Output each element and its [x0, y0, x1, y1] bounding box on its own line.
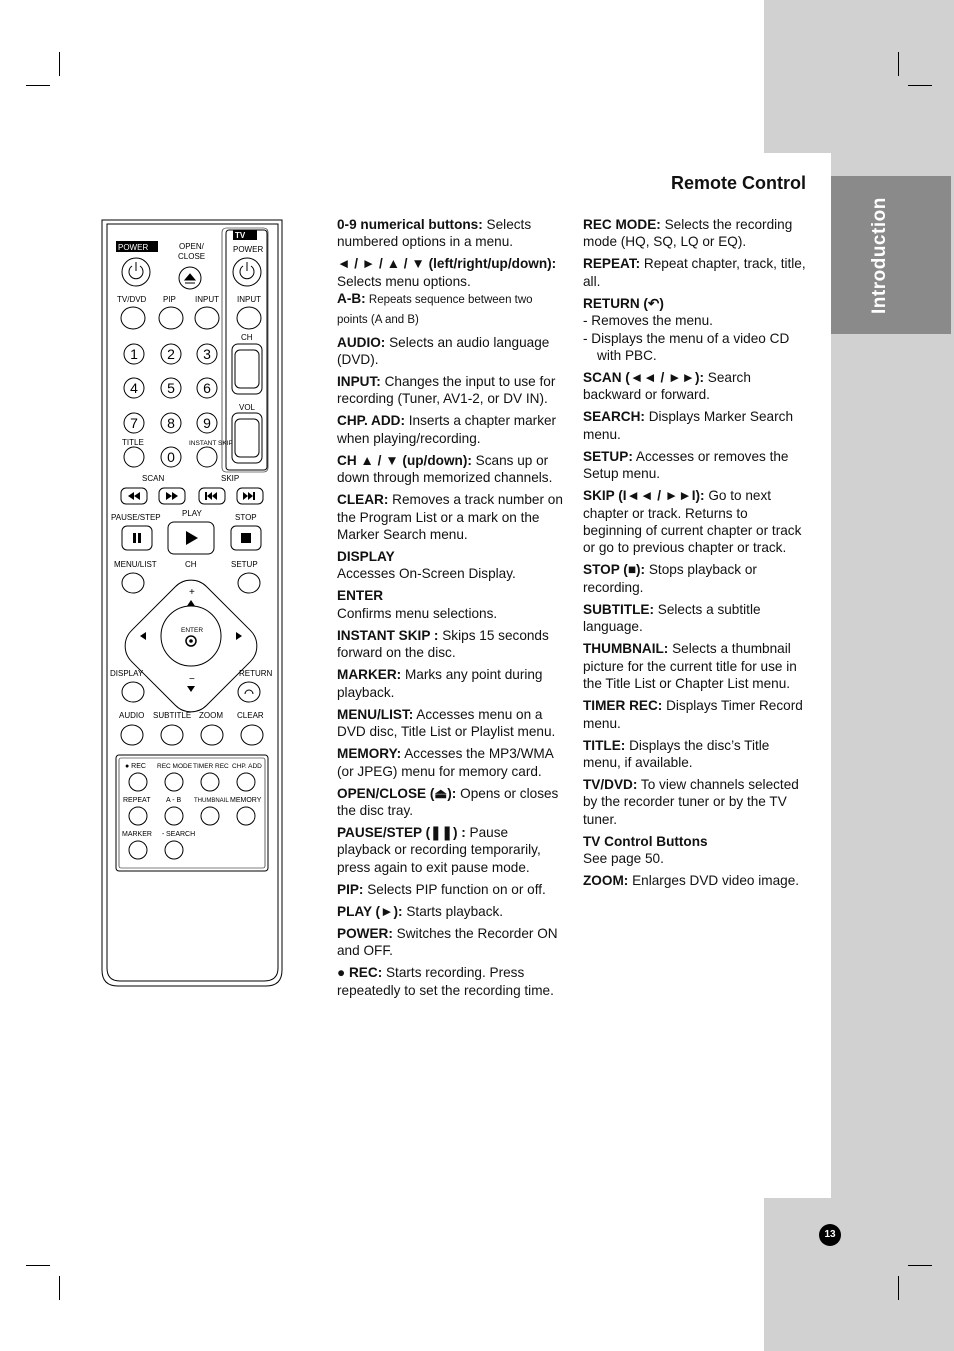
desc-item: RETURN (↶) - Removes the menu. - Displays the menu of a video CD with PBC. [583, 295, 790, 364]
crop-mark [26, 1265, 50, 1266]
digit-6: 6 [203, 380, 211, 396]
remote-label-rec: ● REC [125, 763, 146, 770]
section-tab-text: Introduction [869, 197, 890, 315]
crop-mark [898, 52, 899, 76]
remote-control-illustration [96, 216, 290, 992]
digit-0: 0 [167, 449, 175, 465]
digit-4: 4 [130, 380, 138, 396]
crop-mark [59, 1276, 60, 1300]
remote-label-nav-ch: CH [185, 560, 197, 569]
remote-label-marker: MARKER [122, 831, 152, 838]
crop-mark [908, 85, 932, 86]
desc-item: OPEN/CLOSE (⏏): Opens or closes the disc tray. [337, 785, 559, 818]
remote-label-return: RETURN [239, 669, 273, 678]
remote-label-tv-dvd: TV/DVD [117, 295, 147, 304]
remote-label-vol: VOL [239, 403, 256, 412]
desc-item: INSTANT SKIP : Skips 15 seconds forward on the disc. [337, 627, 549, 661]
remote-label-display: DISPLAY [110, 669, 144, 678]
desc-item: SCAN (◄◄ / ►►): Search backward or forward. [583, 370, 751, 403]
section-tab-label [831, 176, 951, 334]
remote-label-stop: STOP [235, 513, 257, 522]
page-title: Remote Control [671, 173, 806, 193]
desc-item: PLAY (►): Starts playback. [337, 903, 504, 919]
desc-item: ● REC: Starts recording. Press repeatedly to set the recording time. [337, 965, 554, 998]
desc-item: DISPLAY Accesses On-Screen Display. [337, 549, 516, 582]
svg-text:-: - [162, 831, 165, 838]
desc-item: TIMER REC: Displays Timer Record menu. [583, 698, 803, 731]
desc-item: MENU/LIST: Accesses menu on a DVD disc, Title List or Playlist menu. [337, 706, 556, 740]
remote-label-a-b: A - B [166, 797, 182, 804]
remote-label-open: OPEN/ [179, 242, 204, 251]
remote-label-thumbnail: THUMBNAIL [194, 798, 229, 804]
desc-item: MEMORY: Accesses the MP3/WMA (or JPEG) menu for memory card. [337, 746, 554, 779]
desc-item: REPEAT: Repeat chapter, track, title, all. [583, 256, 806, 289]
remote-label-menu-list: MENU/LIST [114, 560, 157, 569]
desc-item: SKIP (I◄◄ / ►►I): Go to next chapter or track. Returns to beginning of current chapter or track or go to previous chapter or track. [583, 488, 802, 556]
desc-item: CLEAR: Removes a track number on the Program List or a mark on the Marker Search menu. [337, 492, 563, 543]
digit-7: 7 [130, 415, 138, 431]
digit-5: 5 [167, 380, 175, 396]
remote-label-chp-add: CHP. ADD [232, 763, 262, 770]
remote-label-timer-rec: TIMER REC [193, 763, 229, 770]
crop-mark [26, 85, 50, 86]
desc-item: PAUSE/STEP (❚❚) : Pause playback or recording temporarily, press again to exit pause mode. [337, 824, 541, 875]
remote-label-rec-mode: REC MODE [157, 763, 193, 770]
desc-item: REC MODE: Selects the recording mode (HQ, SQ, LQ or EQ). [583, 217, 793, 250]
digit-3: 3 [203, 346, 211, 362]
crop-mark [898, 1276, 899, 1300]
remote-label-zoom: ZOOM [199, 711, 223, 720]
digit-2: 2 [167, 346, 175, 362]
page-number: 13 [819, 1224, 841, 1246]
remote-label-clear: CLEAR [237, 711, 264, 720]
digit-8: 8 [167, 415, 175, 431]
remote-label-enter: ENTER [181, 627, 204, 634]
svg-text:−: − [189, 674, 195, 685]
remote-label-power: POWER [118, 243, 149, 252]
remote-label-tv-input: INPUT [237, 295, 261, 304]
remote-label-instant-skip: INSTANT SKIP [189, 440, 233, 447]
desc-item: MARKER: Marks any point during playback. [337, 667, 543, 700]
desc-item: AUDIO: Selects an audio language (DVD). [337, 334, 550, 368]
desc-item: CH ▲ / ▼ (up/down): Scans up or down through memorized channels. [337, 452, 553, 486]
remote-label-input: INPUT [195, 295, 219, 304]
remote-label-setup: SETUP [231, 560, 258, 569]
desc-item: SUBTITLE: Selects a subtitle language. [583, 601, 761, 635]
remote-label-tv-power: POWER [233, 245, 264, 254]
digit-1: 1 [130, 346, 138, 362]
remote-label-pip: PIP [163, 295, 176, 304]
remote-label-pause-step: PAUSE/STEP [111, 513, 161, 522]
digit-9: 9 [203, 415, 211, 431]
desc-item: 0-9 numerical buttons: Selects numbered options in a menu. [337, 217, 532, 250]
description-column-2 [583, 216, 809, 894]
remote-label-skip: SKIP [221, 474, 240, 483]
desc-item: SEARCH: Displays Marker Search menu. [583, 409, 794, 442]
desc-item: INPUT: Changes the input to use for recording (Tuner, AV1-2, or DV IN). [337, 374, 556, 407]
desc-item: A-B: Repeats sequence between two points (A and B) [337, 291, 533, 326]
desc-item: CHP. ADD: Inserts a chapter marker when playing/recording. [337, 413, 557, 446]
desc-item: ◄ / ► / ▲ / ▼ (left/right/up/down): Selects menu options. [337, 256, 557, 289]
desc-item: POWER: Switches the Recorder ON and OFF. [337, 925, 558, 959]
desc-item: STOP (■): Stops playback or recording. [583, 562, 757, 595]
remote-label-close: CLOSE [178, 252, 206, 261]
desc-item: ENTER Confirms menu selections. [337, 588, 498, 621]
remote-label-repeat: REPEAT [123, 797, 151, 804]
remote-label-tv: TV [235, 231, 246, 240]
remote-label-scan: SCAN [142, 474, 165, 483]
remote-label-title: TITLE [122, 438, 144, 447]
desc-item: SETUP: Accesses or removes the Setup menu. [583, 448, 789, 482]
remote-label-search: SEARCH [166, 831, 196, 838]
desc-item: TITLE: Displays the disc’s Title menu, if available. [583, 737, 770, 770]
desc-item: PIP: Selects PIP function on or off. [337, 881, 546, 897]
svg-text:+: + [189, 587, 195, 598]
crop-mark [908, 1265, 932, 1266]
remote-label-ch: CH [241, 333, 253, 342]
desc-item: TV/DVD: To view channels selected by the recorder tuner or by the TV tuner. [583, 776, 799, 827]
remote-label-audio: AUDIO [119, 711, 145, 720]
crop-mark [59, 52, 60, 76]
remote-label-memory: MEMORY [230, 797, 262, 804]
description-column-1 [337, 216, 565, 1004]
desc-item: THUMBNAIL: Selects a thumbnail picture for the current title for use in the Title List or Chapter List menu. [583, 641, 797, 692]
remote-label-play: PLAY [182, 509, 202, 518]
desc-item: TV Control Buttons See page 50. [583, 833, 708, 867]
remote-label-subtitle: SUBTITLE [153, 711, 192, 720]
desc-item: ZOOM: Enlarges DVD video image. [583, 873, 800, 889]
